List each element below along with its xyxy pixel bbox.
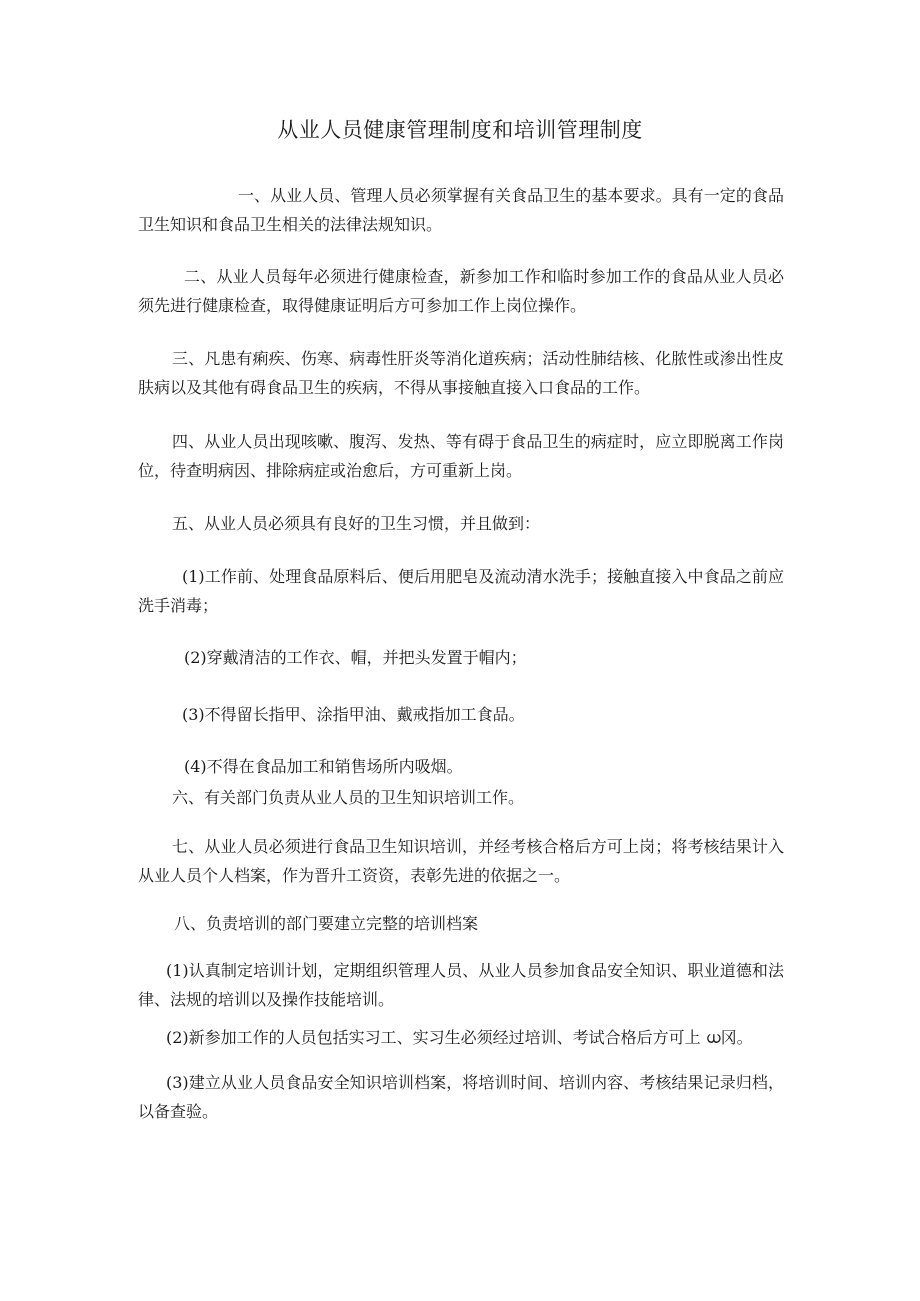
list-item-8-3 [138,1068,784,1126]
paragraph-text: 四、从业人员出现咳嗽、腹泻、发热、等有碍于食品卫生的病症时，应立即脱离工作岗位，待查明病因、排除病症或治愈后，方可重新上岗。 [138,432,784,480]
paragraph-text: (2)穿戴清洁的工作衣、帽，并把头发置于帽内； [184,648,527,667]
paragraph-5 [138,509,784,538]
paragraph-2 [138,262,784,320]
paragraph-text: (4)不得在食品加工和销售场所内吸烟。 [184,757,463,776]
paragraph-1 [138,181,784,239]
paragraph-6 [138,783,784,812]
document-title: 从业人员健康管理制度和培训管理制度 [277,118,643,142]
paragraph-8 [138,909,784,938]
paragraph-text: (3)建立从业人员食品安全知识培训档案，将培训时间、培训内容、考核结果记录归档，以备查验。 [138,1073,784,1121]
paragraph-text: 二、从业人员每年必须进行健康检查，新参加工作和临时参加工作的食品从业人员必须先进行健康检查，取得健康证明后方可参加工作上岗位操作。 [138,267,784,315]
paragraph-4 [138,427,784,485]
paragraph-text: 六、有关部门负责从业人员的卫生知识培训工作。 [172,788,525,807]
list-item-5-2 [138,643,784,672]
paragraph-text: (2)新参加工作的人员包括实习工、实习生必须经过培训、考试合格后方可上 ധ冈。 [166,1028,753,1047]
list-item-8-2 [138,1023,784,1052]
paragraph-text: (1)认真制定培训计划，定期组织管理人员、从业人员参加食品安全知识、职业道德和法律、法规的培训以及操作技能培训。 [138,961,784,1009]
list-item-8-1 [138,956,784,1014]
paragraph-text: (1)工作前、处理食品原料后、便后用肥皂及流动清水洗手；接触直接入中食品之前应洗手消毒； [138,567,784,615]
list-item-5-3 [138,700,784,729]
paragraph-3 [138,344,784,402]
paragraph-7 [138,832,784,890]
paragraph-text: 三、凡患有痢疾、伤寒、病毒性肝炎等消化道疾病；活动性肺结核、化脓性或渗出性皮肤病以及其他有碍食品卫生的疾病，不得从事接触直接入口食品的工作。 [138,349,784,397]
paragraph-text: 七、从业人员必须进行食品卫生知识培训，并经考核合格后方可上岗；将考核结果计入从业人员个人档案，作为晋升工资资，表彰先进的依据之一。 [138,837,784,885]
list-item-5-4 [138,752,784,781]
list-item-5-1 [138,562,784,620]
paragraph-text: (3)不得留长指甲、涂指甲油、戴戒指加工食品。 [182,705,525,724]
paragraph-text: 一、从业人员、管理人员必须掌握有关食品卫生的基本要求。具有一定的食品卫生知识和食品卫生相关的法律法规知识。 [138,186,784,234]
paragraph-text: 五、从业人员必须具有良好的卫生习惯，并且做到： [172,514,541,533]
paragraph-text: 八、负责培训的部门要建立完整的培训档案 [174,914,479,933]
